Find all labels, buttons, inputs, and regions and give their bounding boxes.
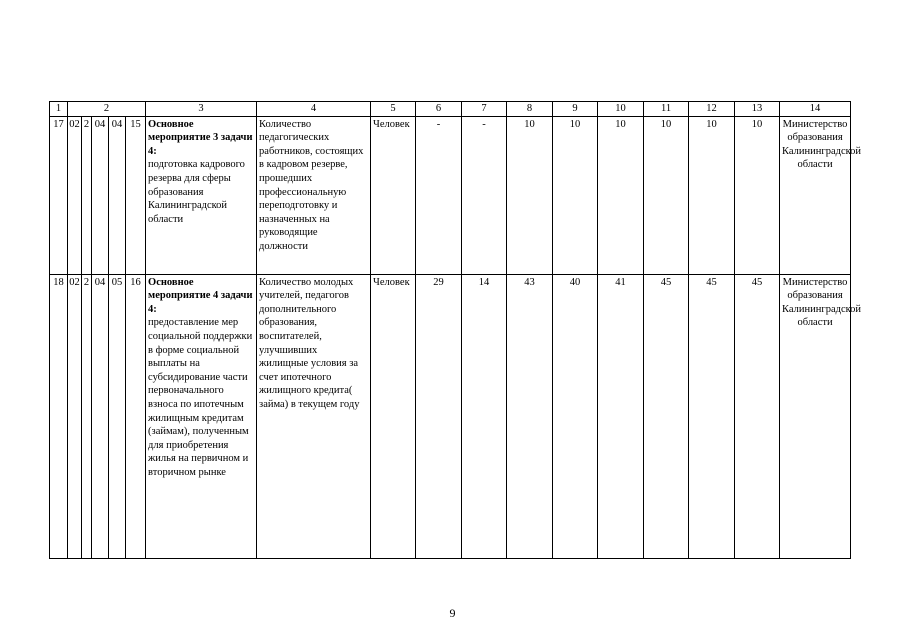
value-cell: 45 xyxy=(644,274,689,558)
header-cell: 12 xyxy=(689,102,735,117)
value-cell: 40 xyxy=(553,274,598,558)
activity-cell xyxy=(146,116,257,274)
code-cell: 2 xyxy=(82,116,92,274)
program-indicators-table xyxy=(49,101,862,559)
value-cell: 41 xyxy=(598,274,644,558)
agency-cell: Министерство образования Калининградской области xyxy=(780,116,851,274)
code-cell: 05 xyxy=(109,274,126,558)
code-cell: 02 xyxy=(68,116,82,274)
activity-description: подготовка кадрового резерва для сферы образования Калининградской области xyxy=(148,159,245,225)
unit-cell: Человек xyxy=(371,274,416,558)
code-cell: 04 xyxy=(109,116,126,274)
code-cell: 04 xyxy=(92,116,109,274)
activity-title: Основное мероприятие 4 задачи 4: xyxy=(148,276,253,315)
header-cell: 10 xyxy=(598,102,644,117)
page-number: 9 xyxy=(449,606,456,620)
value-cell: 10 xyxy=(598,116,644,274)
header-cell: 11 xyxy=(644,102,689,117)
value-cell: 10 xyxy=(553,116,598,274)
header-cell: 14 xyxy=(780,102,851,117)
indicator-cell: Количество педагогических работников, состоящих в кадровом резерве, прошедших профессиональную переподготовку и назначенных на руководящие должности xyxy=(257,116,371,274)
unit-cell: Человек xyxy=(371,116,416,274)
value-cell: 45 xyxy=(689,274,735,558)
code-cell: 04 xyxy=(92,274,109,558)
value-cell: 45 xyxy=(735,274,780,558)
table-row xyxy=(50,116,851,274)
value-cell: 10 xyxy=(644,116,689,274)
row-number: 18 xyxy=(50,274,68,558)
value-cell: 10 xyxy=(507,116,553,274)
agency-cell: Министерство образования Калининградской области xyxy=(780,274,851,558)
value-cell: 10 xyxy=(735,116,780,274)
header-cell: 7 xyxy=(462,102,507,117)
header-cell: 2 xyxy=(68,102,146,117)
column-number-row xyxy=(50,102,851,117)
value-cell: 29 xyxy=(416,274,462,558)
header-cell: 4 xyxy=(257,102,371,117)
value-cell: 10 xyxy=(689,116,735,274)
activity-description: предоставление мер социальной поддержки в форме социальной выплаты на субсидирование части первоначального взноса по ипотечным жилищным кредитам (займам), полученным для приобретения жилья на первичном и вторичном рынке xyxy=(148,317,253,478)
code-cell: 2 xyxy=(82,274,92,558)
header-cell: 3 xyxy=(146,102,257,117)
header-cell: 9 xyxy=(553,102,598,117)
row-number: 17 xyxy=(50,116,68,274)
code-cell: 16 xyxy=(126,274,146,558)
activity-title: Основное мероприятие 3 задачи 4: xyxy=(148,118,253,157)
value-cell: - xyxy=(416,116,462,274)
header-cell: 1 xyxy=(50,102,68,117)
value-cell: 14 xyxy=(462,274,507,558)
value-cell: 43 xyxy=(507,274,553,558)
header-cell: 5 xyxy=(371,102,416,117)
code-cell: 02 xyxy=(68,274,82,558)
value-cell: - xyxy=(462,116,507,274)
header-cell: 8 xyxy=(507,102,553,117)
header-cell: 6 xyxy=(416,102,462,117)
activity-cell xyxy=(146,274,257,558)
header-cell: 13 xyxy=(735,102,780,117)
indicator-cell: Количество молодых учителей, педагогов дополнительного образования, воспитателей, улучшивших жилищные условия за счет ипотечного жилищного кредита( займа) в текущем году xyxy=(257,274,371,558)
code-cell: 15 xyxy=(126,116,146,274)
table-row xyxy=(50,274,851,558)
